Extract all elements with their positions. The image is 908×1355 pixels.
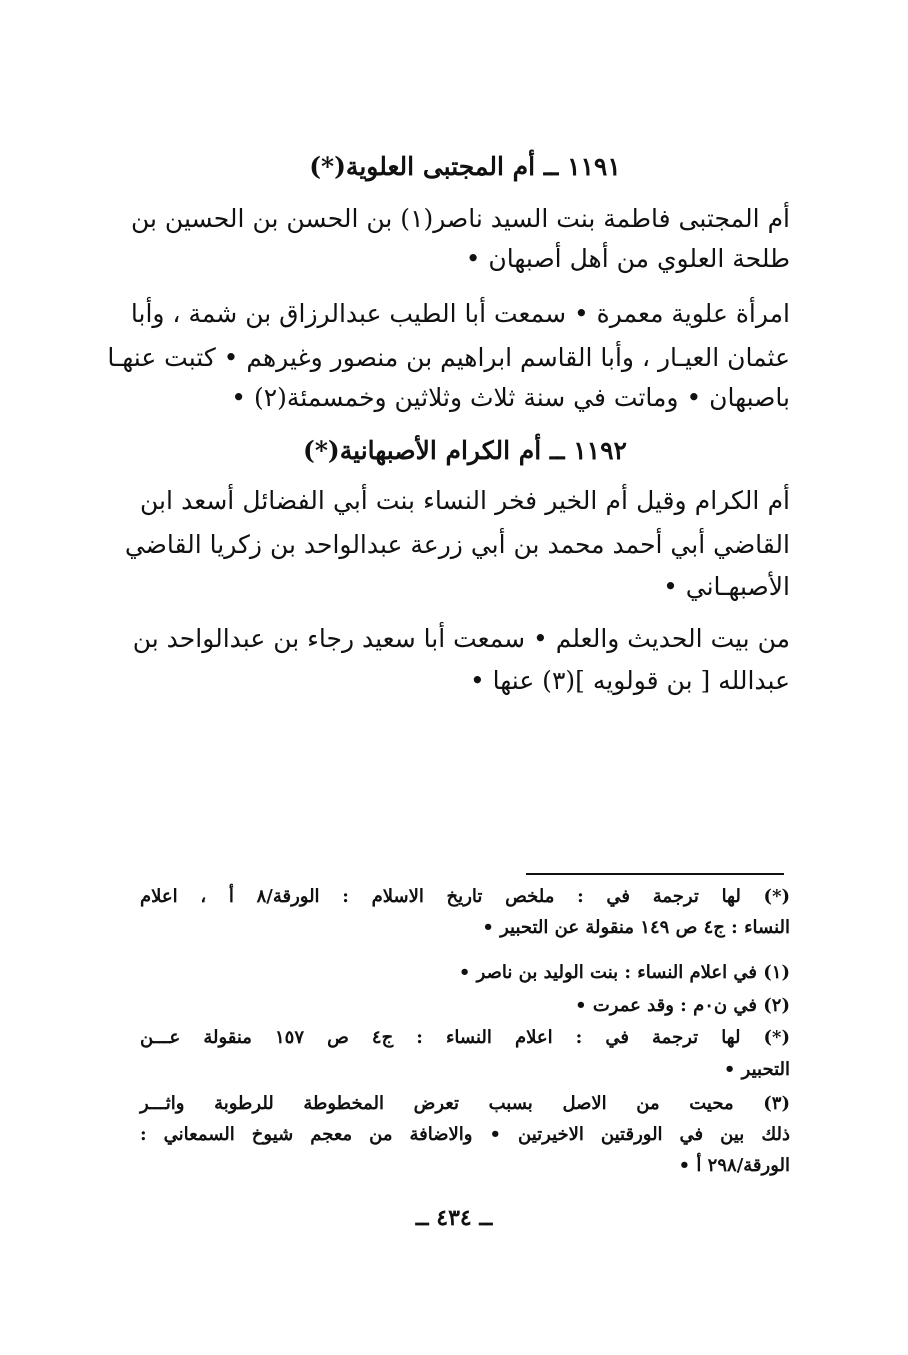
entry-1192-line-1: أم الكرام وقيل أم الخير فخر النساء بنت أبي الفضائل أسعد ابن xyxy=(140,486,790,515)
entry-1192-line-2: القاضي أبي أحمد محمد بن أبي زرعة عبدالواحد بن زكريا القاضي xyxy=(124,530,790,559)
footnote-star-1-line-2: النساء : ج٤ ص ١٤٩ منقولة عن التحبير • xyxy=(482,917,790,938)
entry-1191-line-4: عثمان العيـار ، وأبا القاسم ابراهيم بن منصور وغيرهم • كتبت عنهـا xyxy=(107,343,790,372)
entry-1192-line-4: من بيت الحديث والعلم • سمعت أبا سعيد رجاء بن عبدالواحد بن xyxy=(132,624,790,653)
page-number: ــ ٤٣٤ ــ xyxy=(415,1205,493,1231)
footnote-separator xyxy=(526,873,784,875)
footnote-star-2-line-2: التحبير • xyxy=(723,1059,790,1080)
footnote-2: (٢) في ن٠م : وقد عمرت • xyxy=(575,995,790,1016)
entry-heading-1191: ١١٩١ ــ أم المجتبى العلوية(*) xyxy=(309,152,621,181)
entry-1192-line-3: الأصبهـاني • xyxy=(663,572,790,601)
footnote-star-2-line-1: (*) لها ترجمة في : اعلام النساء : ج٤ ص ١٥٧ منقولة عـــن xyxy=(140,1027,790,1048)
footnote-3-line-3: الورقة/٢٩٨ أ • xyxy=(678,1155,790,1176)
entry-1191-line-1: أم المجتبى فاطمة بنت السيد ناصر(١) بن الحسن بن الحسين بن xyxy=(130,204,790,233)
footnote-3-line-2: ذلك بين في الورقتين الاخيرتين • والاضافة من معجم شيوخ السمعاني : xyxy=(140,1124,790,1145)
entry-1191-line-5: باصبهان • وماتت في سنة ثلاث وثلاثين وخمسمئة(٢) • xyxy=(231,383,790,412)
footnote-1: (١) في اعلام النساء : بنت الوليد بن ناصر • xyxy=(458,962,790,983)
entry-1192-line-5: عبدالله [ بن قولويه ](٣) عنها • xyxy=(469,666,790,695)
footnote-3-line-1: (٣) محيت من الاصل بسبب تعرض المخطوطة للرطوبة واثـــر xyxy=(140,1093,790,1114)
entry-1191-line-3: امرأة علوية معمرة • سمعت أبا الطيب عبدالرزاق بن شمة ، وأبا xyxy=(130,299,790,328)
entry-1191-line-2: طلحة العلوي من أهل أصبهان • xyxy=(465,244,790,273)
entry-heading-1192: ١١٩٢ ــ أم الكرام الأصبهانية(*) xyxy=(303,436,627,465)
footnote-star-1-line-1: (*) لها ترجمة في : ملخص تاريخ الاسلام : الورقة/٨ أ ، اعلام xyxy=(140,886,790,907)
